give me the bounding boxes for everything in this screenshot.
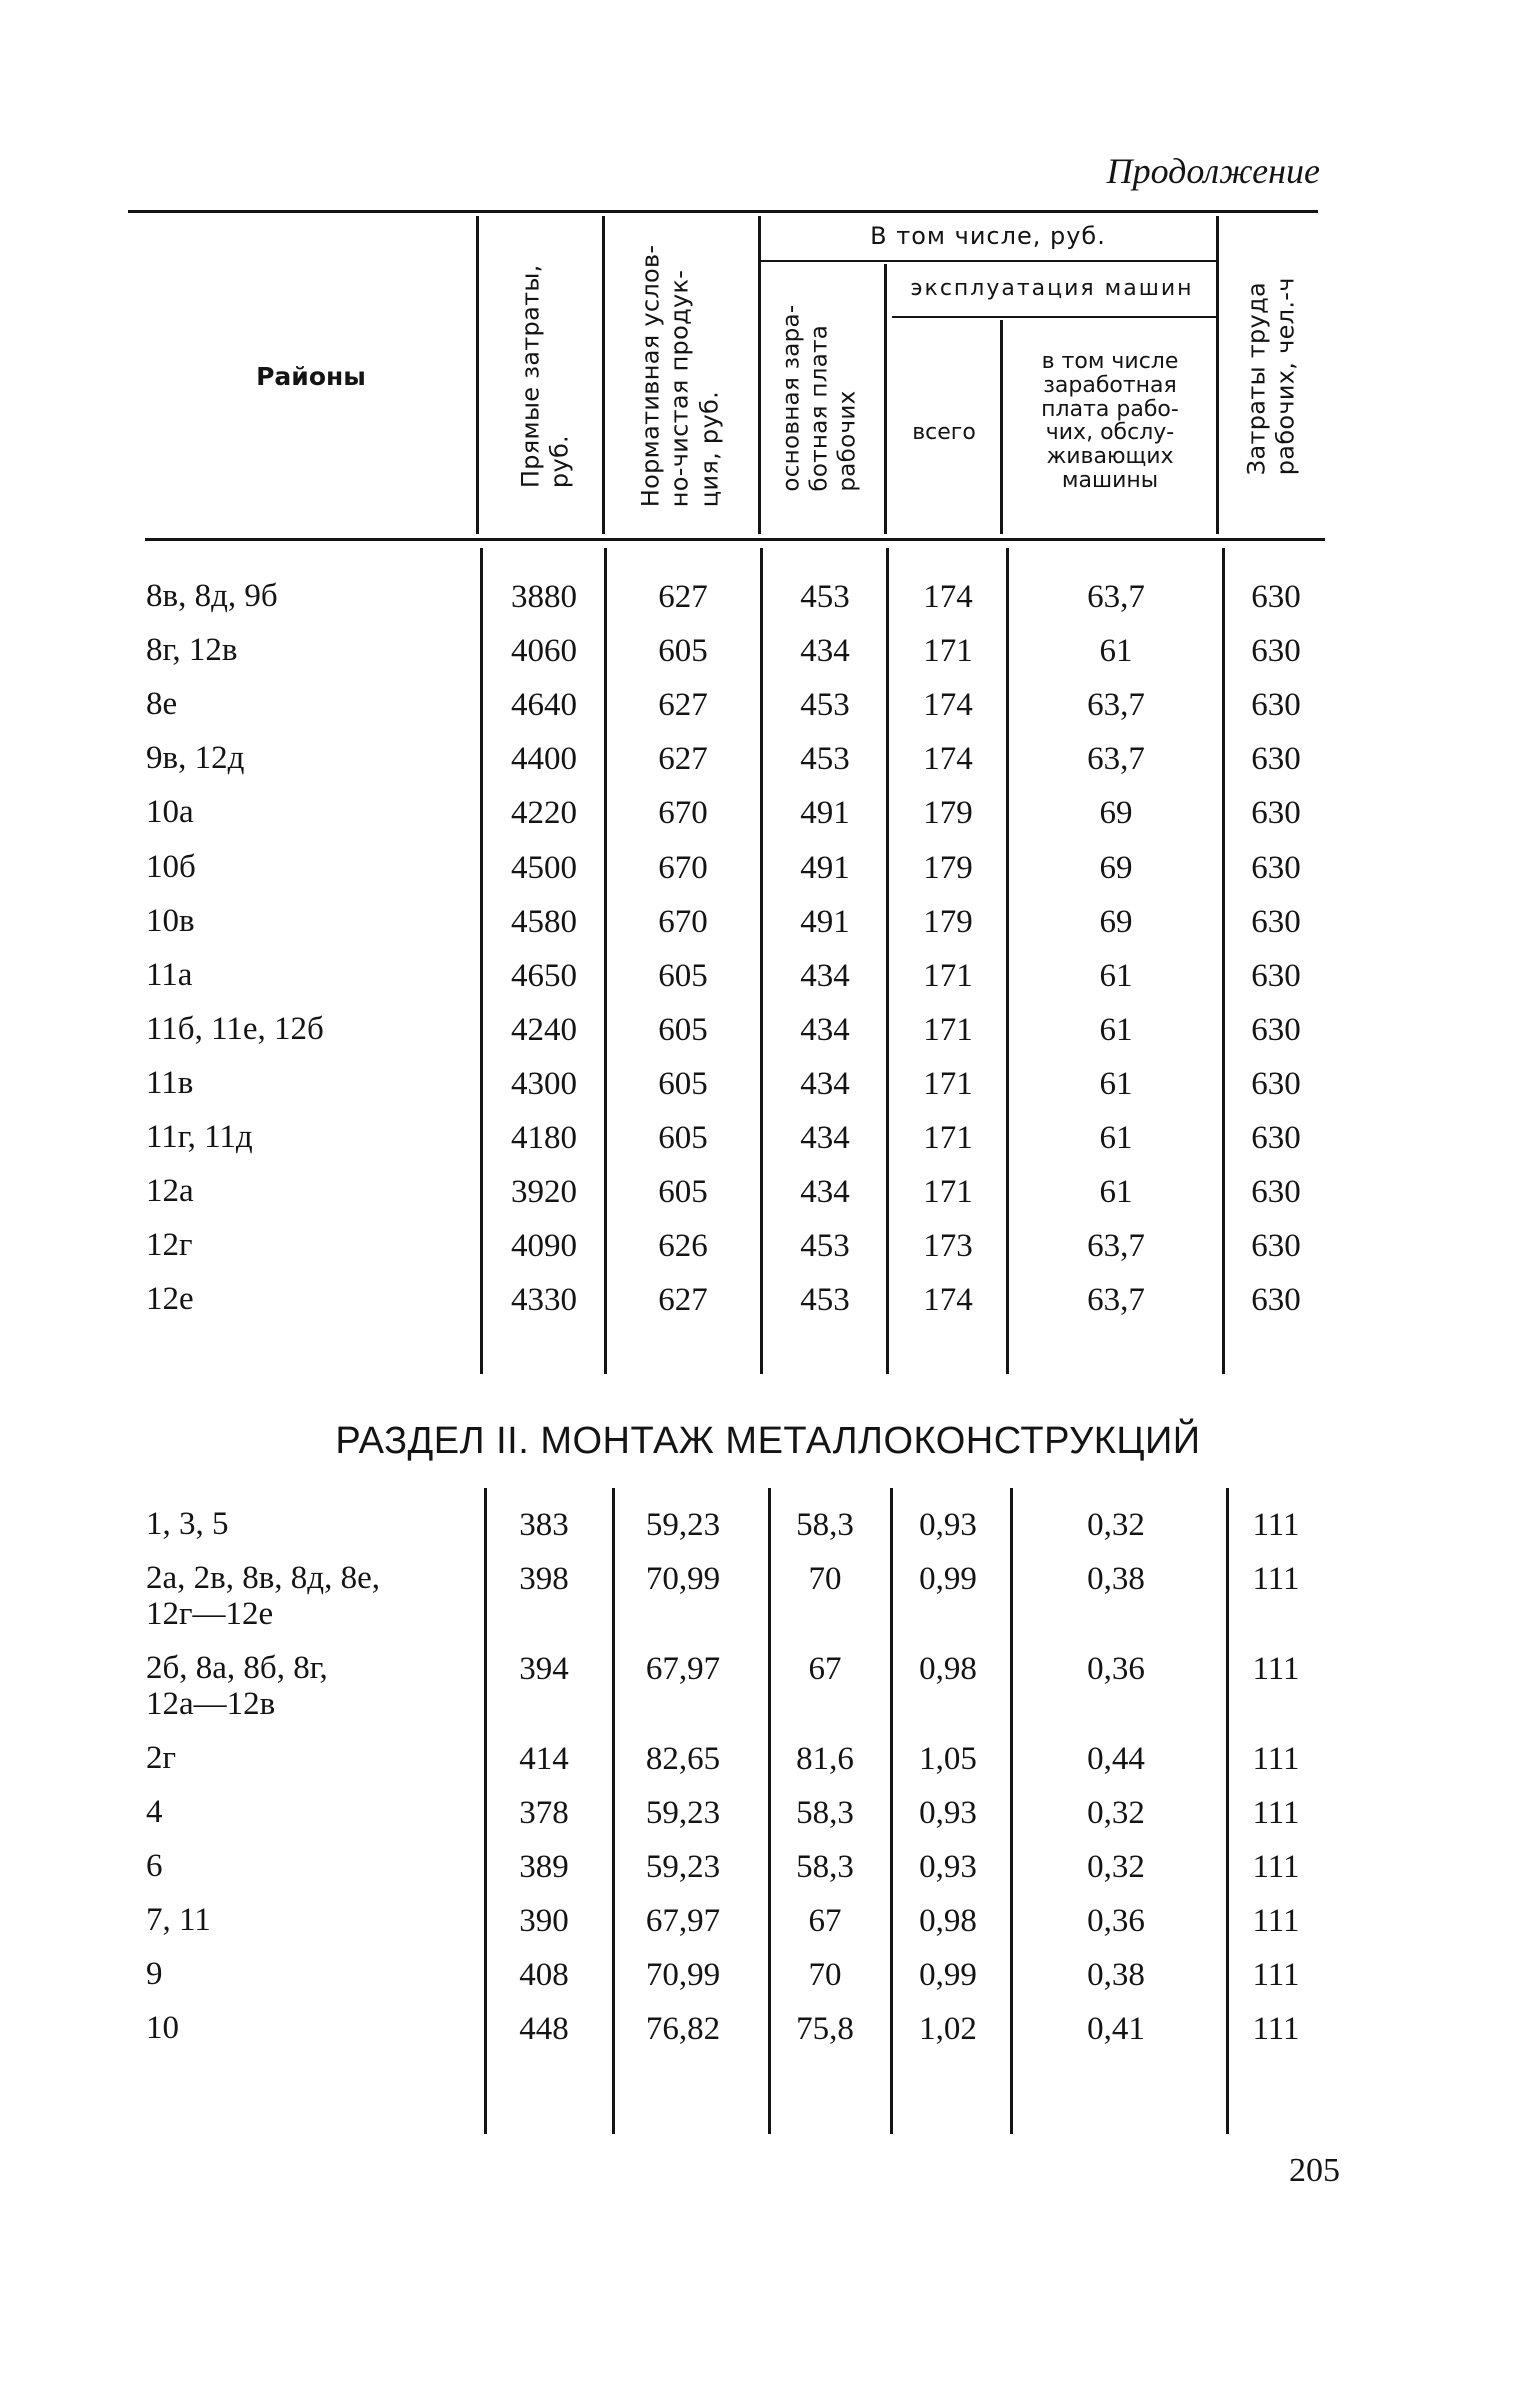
labor-cell: 630 — [1251, 1228, 1301, 1265]
district-cell: 8г, 12в — [146, 632, 238, 669]
labor-cell: 111 — [1252, 1957, 1300, 1993]
normative-cell: 59,23 — [645, 1507, 721, 1543]
machine-wages-cell: 61 — [1099, 1065, 1133, 1102]
wages-cell: 75,8 — [796, 2011, 854, 2047]
wages-cell: 58,3 — [796, 1795, 854, 1831]
table-row — [0, 1902, 1536, 1956]
total-cell: 171 — [923, 633, 973, 670]
wages-cell: 491 — [800, 849, 850, 886]
wages-cell: 434 — [800, 1065, 850, 1102]
normative-cell: 605 — [658, 1120, 708, 1156]
direct-cell: 383 — [519, 1507, 569, 1543]
wages-cell: 453 — [800, 741, 850, 778]
direct-cell: 4330 — [511, 1282, 577, 1319]
district-cell: 9 — [146, 1956, 163, 1992]
direct-cell: 4640 — [511, 687, 577, 724]
wages-cell: 434 — [800, 1120, 850, 1156]
total-cell: 0,98 — [919, 1903, 977, 1939]
district-cell: 10 — [146, 2010, 179, 2046]
labor-cell: 630 — [1251, 1120, 1301, 1156]
table-row — [0, 1560, 1536, 1632]
total-cell: 1,02 — [919, 2011, 977, 2047]
machine-wages-cell: 0,32 — [1087, 1849, 1145, 1885]
table-row — [0, 1281, 1536, 1335]
table-row — [0, 849, 1536, 903]
table-row — [0, 1119, 1536, 1173]
table-row — [0, 1956, 1536, 2010]
labor-cell: 630 — [1251, 579, 1301, 615]
header-machine-operation: эксплуатация машин — [910, 276, 1194, 301]
machine-wages-cell: 63,7 — [1087, 1228, 1145, 1265]
district-cell: 1, 3, 5 — [146, 1506, 229, 1542]
district-cell: 8е — [146, 686, 178, 723]
header-normative-net-output: Нормативная услов- но-чистая продук- ция, руб. — [636, 244, 723, 508]
normative-cell: 605 — [658, 1174, 708, 1211]
wages-cell: 434 — [800, 957, 850, 994]
direct-cell: 414 — [519, 1741, 569, 1777]
labor-cell: 111 — [1252, 2011, 1300, 2047]
direct-cell: 390 — [519, 1903, 569, 1939]
district-cell: 11в — [146, 1064, 194, 1101]
total-cell: 179 — [923, 849, 973, 886]
total-cell: 0,93 — [919, 1507, 977, 1543]
header-divider — [758, 216, 761, 534]
normative-cell: 627 — [658, 687, 708, 724]
machine-wages-cell: 61 — [1099, 633, 1133, 670]
normative-cell: 70,99 — [645, 1561, 721, 1597]
wages-cell: 434 — [800, 1011, 850, 1048]
machine-wages-cell: 0,38 — [1087, 1957, 1145, 1993]
total-cell: 179 — [923, 903, 973, 940]
normative-cell: 626 — [658, 1228, 708, 1265]
header-including-wages: в том числе заработная плата рабо- чих, обслу- живающих машины — [1041, 349, 1179, 493]
wages-cell: 453 — [800, 687, 850, 724]
total-cell: 1,05 — [919, 1741, 977, 1777]
labor-cell: 630 — [1251, 1282, 1301, 1319]
wages-cell: 70 — [808, 1561, 842, 1597]
machine-wages-cell: 0,41 — [1087, 2011, 1145, 2047]
machine-wages-cell: 0,44 — [1087, 1741, 1145, 1777]
district-cell: 2б, 8а, 8б, 8г, 12а—12в — [146, 1650, 328, 1722]
district-cell: 10в — [146, 902, 195, 939]
machine-wages-cell: 63,7 — [1087, 741, 1145, 778]
machine-wages-cell: 69 — [1099, 795, 1133, 832]
normative-cell: 605 — [658, 1065, 708, 1102]
district-cell: 9в, 12д — [146, 740, 245, 777]
district-cell: 12а — [146, 1173, 194, 1210]
direct-cell: 4240 — [511, 1011, 577, 1048]
table-row — [0, 1650, 1536, 1722]
header-total: всего — [912, 420, 976, 445]
table-row — [0, 1848, 1536, 1902]
labor-cell: 630 — [1251, 741, 1301, 778]
header-divider — [602, 216, 605, 534]
total-cell: 171 — [923, 1174, 973, 1211]
total-cell: 174 — [923, 687, 973, 724]
table-row — [0, 578, 1536, 632]
district-cell: 2а, 2в, 8в, 8д, 8е, 12г—12е — [146, 1560, 380, 1632]
total-cell: 0,93 — [919, 1849, 977, 1885]
header-direct-costs: Прямые затраты, руб. — [516, 264, 574, 488]
table-top-rule — [128, 210, 1318, 213]
normative-cell: 670 — [658, 903, 708, 940]
wages-cell: 491 — [800, 903, 850, 940]
district-cell: 12г — [146, 1227, 193, 1264]
direct-cell: 4650 — [511, 957, 577, 994]
wages-cell: 491 — [800, 795, 850, 832]
wages-cell: 67 — [808, 1651, 842, 1687]
normative-cell: 605 — [658, 957, 708, 994]
table-row — [0, 686, 1536, 740]
normative-cell: 82,65 — [645, 1741, 721, 1777]
direct-cell: 4300 — [511, 1065, 577, 1102]
table-row — [0, 632, 1536, 686]
normative-cell: 670 — [658, 795, 708, 832]
total-cell: 174 — [923, 1282, 973, 1319]
normative-cell: 59,23 — [645, 1849, 721, 1885]
direct-cell: 4090 — [511, 1228, 577, 1265]
machine-wages-cell: 0,36 — [1087, 1903, 1145, 1939]
labor-cell: 630 — [1251, 957, 1301, 994]
labor-cell: 630 — [1251, 687, 1301, 724]
total-cell: 0,99 — [919, 1957, 977, 1993]
header-divider — [884, 264, 887, 534]
labor-cell: 630 — [1251, 1011, 1301, 1048]
table-row — [0, 1740, 1536, 1794]
district-cell: 10б — [146, 848, 196, 885]
header-base-wages: основная зара- ботная плата рабочих — [778, 304, 862, 492]
direct-cell: 4180 — [511, 1120, 577, 1156]
direct-cell: 4580 — [511, 903, 577, 940]
header-including-rub: В том числе, руб. — [870, 222, 1106, 250]
direct-cell: 394 — [519, 1651, 569, 1687]
labor-cell: 630 — [1251, 849, 1301, 886]
district-cell: 6 — [146, 1848, 163, 1884]
normative-cell: 605 — [658, 1011, 708, 1048]
table-row — [0, 1794, 1536, 1848]
district-cell: 8в, 8д, 9б — [146, 578, 278, 614]
header-divider — [1216, 216, 1219, 534]
district-cell: 10а — [146, 794, 194, 831]
wages-cell: 453 — [800, 1228, 850, 1265]
district-cell: 2г — [146, 1740, 177, 1776]
header-divider — [476, 216, 479, 534]
direct-cell: 378 — [519, 1795, 569, 1831]
labor-cell: 111 — [1252, 1903, 1300, 1939]
direct-cell: 389 — [519, 1849, 569, 1885]
district-cell: 11б, 11е, 12б — [146, 1010, 324, 1047]
header-divider — [1000, 320, 1003, 534]
header-labor-costs: Затраты труда рабочих, чел.-ч — [1242, 277, 1301, 475]
machine-wages-cell: 69 — [1099, 849, 1133, 886]
table-row — [0, 740, 1536, 794]
total-cell: 174 — [923, 741, 973, 778]
total-cell: 171 — [923, 1065, 973, 1102]
labor-cell: 630 — [1251, 1174, 1301, 1211]
total-cell: 171 — [923, 1120, 973, 1156]
labor-cell: 630 — [1251, 1065, 1301, 1102]
total-cell: 171 — [923, 957, 973, 994]
machine-wages-cell: 61 — [1099, 1174, 1133, 1211]
labor-cell: 111 — [1252, 1651, 1300, 1687]
direct-cell: 4500 — [511, 849, 577, 886]
district-cell: 12е — [146, 1281, 194, 1318]
direct-cell: 398 — [519, 1561, 569, 1597]
labor-cell: 111 — [1252, 1795, 1300, 1831]
labor-cell: 630 — [1251, 795, 1301, 832]
table-row — [0, 2010, 1536, 2064]
normative-cell: 670 — [658, 849, 708, 886]
direct-cell: 4220 — [511, 795, 577, 832]
wages-cell: 81,6 — [796, 1741, 854, 1777]
table-row — [0, 794, 1536, 848]
normative-cell: 627 — [658, 741, 708, 778]
labor-cell: 111 — [1252, 1507, 1300, 1543]
table-row — [0, 1065, 1536, 1119]
labor-cell: 111 — [1252, 1561, 1300, 1597]
wages-cell: 434 — [800, 1174, 850, 1211]
total-cell: 0,98 — [919, 1651, 977, 1687]
table-row — [0, 903, 1536, 957]
total-cell: 0,99 — [919, 1561, 977, 1597]
table-row — [0, 1011, 1536, 1065]
machine-wages-cell: 0,38 — [1087, 1561, 1145, 1597]
labor-cell: 630 — [1251, 633, 1301, 670]
machine-wages-cell: 61 — [1099, 957, 1133, 994]
direct-cell: 408 — [519, 1957, 569, 1993]
section-2-title: РАЗДЕЛ II. МОНТАЖ МЕТАЛЛОКОНСТРУКЦИЙ — [335, 1420, 1201, 1462]
district-cell: 11а — [146, 956, 193, 993]
table-row — [0, 1506, 1536, 1560]
page-number: 205 — [1289, 2152, 1340, 2189]
normative-cell: 67,97 — [645, 1651, 721, 1687]
header-bottom-rule — [145, 538, 1325, 541]
labor-cell: 630 — [1251, 903, 1301, 940]
district-cell: 7, 11 — [146, 1902, 211, 1938]
table-row — [0, 1173, 1536, 1227]
header-districts: Районы — [256, 362, 366, 391]
normative-cell: 605 — [658, 633, 708, 670]
machine-wages-cell: 63,7 — [1087, 687, 1145, 724]
direct-cell: 3920 — [511, 1174, 577, 1211]
normative-cell: 627 — [658, 579, 708, 615]
total-cell: 173 — [923, 1228, 973, 1265]
district-cell: 4 — [146, 1794, 163, 1830]
wages-cell: 58,3 — [796, 1507, 854, 1543]
machine-wages-cell: 0,36 — [1087, 1651, 1145, 1687]
normative-cell: 627 — [658, 1282, 708, 1319]
wages-cell: 434 — [800, 633, 850, 670]
machine-op-rule — [892, 316, 1216, 318]
machine-wages-cell: 63,7 — [1087, 579, 1145, 615]
machine-wages-cell: 61 — [1099, 1011, 1133, 1048]
total-cell: 0,93 — [919, 1795, 977, 1831]
machine-wages-cell: 0,32 — [1087, 1507, 1145, 1543]
wages-cell: 453 — [800, 579, 850, 615]
labor-cell: 111 — [1252, 1741, 1300, 1777]
total-cell: 179 — [923, 795, 973, 832]
normative-cell: 76,82 — [645, 2011, 721, 2047]
direct-cell: 3880 — [511, 579, 577, 615]
machine-wages-cell: 63,7 — [1087, 1282, 1145, 1319]
wages-cell: 70 — [808, 1957, 842, 1993]
table-row — [0, 957, 1536, 1011]
district-cell: 11г, 11д — [146, 1119, 253, 1155]
total-cell: 174 — [923, 579, 973, 615]
normative-cell: 67,97 — [645, 1903, 721, 1939]
normative-cell: 70,99 — [645, 1957, 721, 1993]
continuation-label: Продолжение — [1106, 151, 1320, 191]
labor-cell: 111 — [1252, 1849, 1300, 1885]
wages-cell: 453 — [800, 1282, 850, 1319]
direct-cell: 4060 — [511, 633, 577, 670]
table-row — [0, 1227, 1536, 1281]
machine-wages-cell: 0,32 — [1087, 1795, 1145, 1831]
machine-wages-cell: 61 — [1099, 1120, 1133, 1156]
direct-cell: 448 — [519, 2011, 569, 2047]
machine-wages-cell: 69 — [1099, 903, 1133, 940]
wages-cell: 58,3 — [796, 1849, 854, 1885]
total-cell: 171 — [923, 1011, 973, 1048]
normative-cell: 59,23 — [645, 1795, 721, 1831]
direct-cell: 4400 — [511, 741, 577, 778]
wages-cell: 67 — [808, 1903, 842, 1939]
